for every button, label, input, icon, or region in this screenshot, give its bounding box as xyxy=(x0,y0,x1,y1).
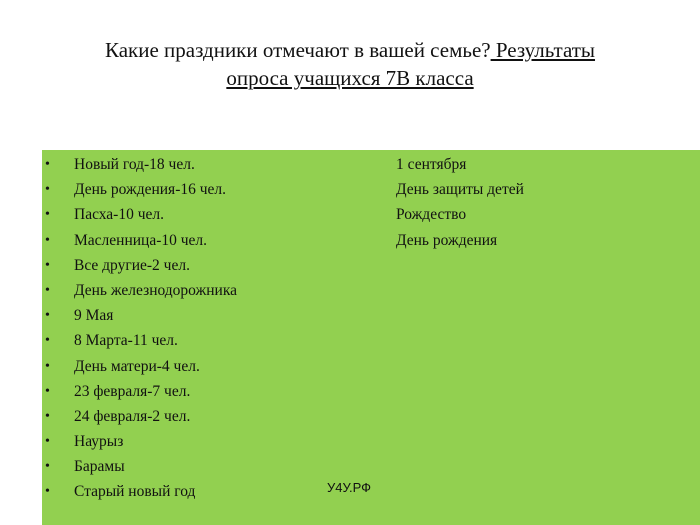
title-results-label: Результаты xyxy=(490,38,596,62)
bullet-icon: • xyxy=(45,182,50,198)
bullet-icon: • xyxy=(45,434,50,450)
list-item: 1 сентября xyxy=(396,156,467,173)
list-item: День рождения xyxy=(396,231,498,249)
bullet-icon: • xyxy=(45,484,50,500)
watermark: У4У.РФ xyxy=(327,480,372,495)
list-item: День защиты детей xyxy=(396,181,524,199)
bullet-icon: • xyxy=(45,282,50,298)
bullet-icon: • xyxy=(45,383,50,399)
bullet-icon: • xyxy=(45,157,50,172)
title-survey-subject: опроса учащихся 7В класса xyxy=(226,66,474,90)
list-item: Рождество xyxy=(396,206,467,224)
holiday-list-right xyxy=(396,152,524,253)
bullet-icon: • xyxy=(45,459,50,475)
bullet-icon: • xyxy=(45,408,50,424)
bullet-icon: • xyxy=(45,257,50,273)
bullet-icon: • xyxy=(45,358,50,374)
bullet-icon: • xyxy=(45,333,50,349)
bullet-icon: • xyxy=(45,207,50,223)
slide-title xyxy=(40,36,660,92)
title-question: Какие праздники отмечают в вашей семье? xyxy=(104,38,491,62)
bullet-icon: • xyxy=(45,308,50,324)
bullet-icon: • xyxy=(45,232,50,248)
